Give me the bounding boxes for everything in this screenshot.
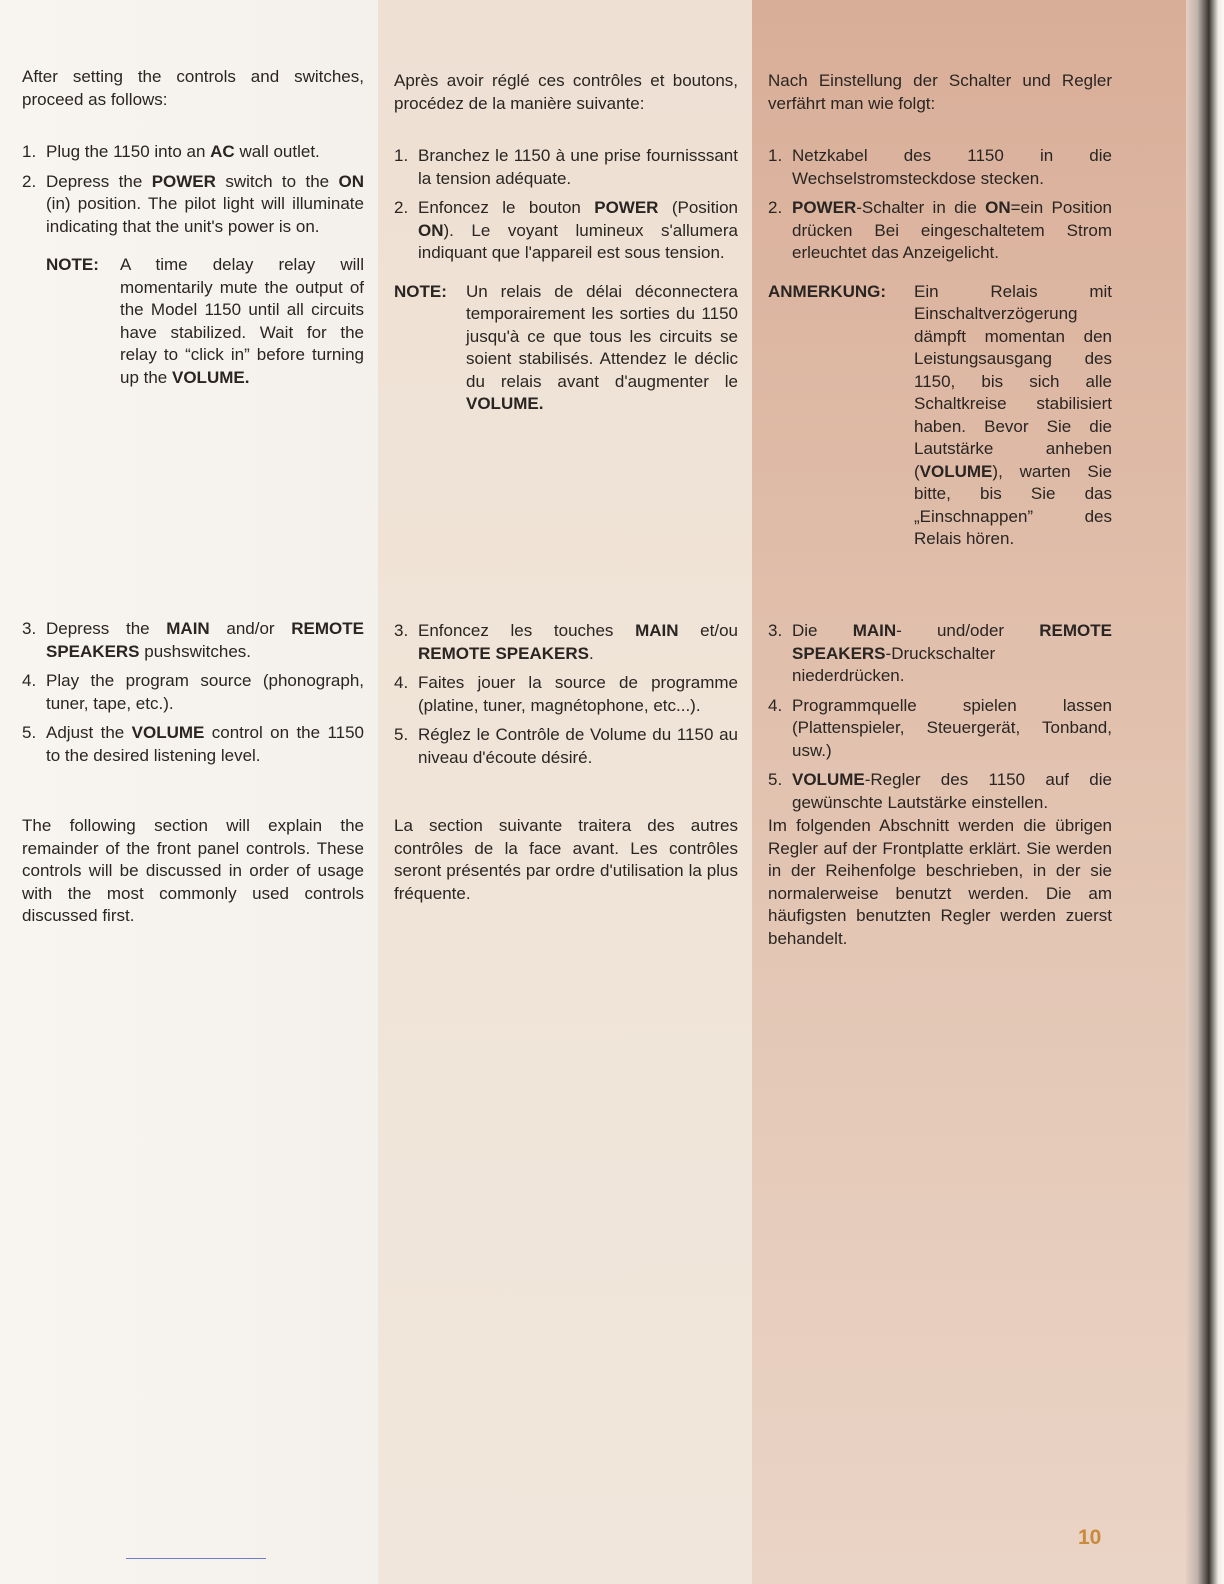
french-column — [378, 0, 752, 1584]
intro-text: After setting the controls and switches, proceed as follows: — [22, 67, 364, 109]
note-label: NOTE: — [46, 255, 99, 274]
steps-block-b — [0, 618, 378, 774]
list-item: 1. Netzkabel des 1150 in die Wechselstromsteckdose stecken. — [768, 146, 1112, 188]
list-item: 5. Adjust the VOLUME control on the 1150 to the desired listening level. — [22, 723, 365, 765]
list-item: 4. Faites jouer la source de programme (platine, tuner, magnétophone, etc...). — [394, 673, 738, 715]
steps-list-a — [22, 141, 364, 238]
list-item: 5. Réglez le Contrôle de Volume du 1150 au niveau d'écoute désiré. — [394, 725, 738, 767]
steps-block-b — [378, 620, 752, 776]
list-item: 2. POWER-Schalter in die ON=ein Position drücken Bei eingeschaltetem Strom erleuchtet das Anzeigelicht. — [768, 198, 1112, 262]
steps-list-b — [394, 620, 738, 769]
list-item: 5. VOLUME-Regler des 1150 auf die gewünschte Lautstärke einstellen. — [768, 770, 1112, 812]
list-item: 2. Depress the POWER switch to the ON (in) position. The pilot light will illuminate indicating that the unit's power is on. — [22, 171, 364, 236]
note-label: ANMERKUNG: — [768, 281, 887, 301]
note-block — [768, 281, 1112, 551]
closing-text: Im folgenden Abschnitt werden die übrigen Regler auf der Frontplatte erklärt. Sie werden in der Reihenfolge beschrieben, in der sie normalerweise benutzt werden. Die am häufigsten benutzten Regler werden zuerst behandelt. — [768, 816, 1112, 948]
list-item: 1. Plug the 1150 into an AC wall outlet. — [22, 142, 320, 161]
list-item: 4. Play the program source (phonograph, tuner, tape, etc.). — [22, 671, 364, 713]
note-label: NOTE: — [394, 281, 447, 301]
closing-text: La section suivante traitera des autres contrôles de la face avant. Les contrôles seront présentés par ordre d'utilisation la plus fréquente. — [394, 816, 738, 903]
steps-list-b — [22, 618, 364, 767]
steps-list-b — [768, 620, 1112, 814]
list-item: 2. Enfoncez le bouton POWER (Position ON). Le voyant lumineux s'allumera indiquant que l'appareil est sous tension. — [394, 198, 738, 262]
page-number: 10 — [1078, 1526, 1102, 1549]
steps-list-a — [768, 145, 1112, 265]
list-item: 3. Die MAIN- und/oder REMOTE SPEAKERS-Druckschalter niederdrücken. — [768, 621, 1112, 685]
list-item: 1. Branchez le 1150 à une prise fournisssant la tension adéquate. — [394, 146, 738, 188]
steps-block-b — [752, 620, 1198, 821]
steps-list-a — [394, 145, 738, 265]
intro-text: Après avoir réglé ces contrôles et boutons, procédez de la manière suivante: — [394, 71, 738, 113]
note-text: Ein Relais mit Einschaltverzögerung dämpft momentan den Leistungsausgang des 1150, bis sich alle Schaltkreise stabilisiert haben. Bevor Sie die Lautstärke anheben (VOLUME), warten Sie bitte, bis Sie das „Einschnappen” des Relais hören. — [914, 281, 1112, 548]
note-text: Un relais de délai déconnectera temporairement les sorties du 1150 jusqu'à ce que tous les circuits se soient stabilisés. Attendez le déclic du relais avant d'augmenter le VOLUME. — [466, 281, 738, 413]
list-item: 3. Enfoncez les touches MAIN et/ou REMOTE SPEAKERS. — [394, 621, 738, 663]
note-block — [394, 281, 738, 416]
note-block — [22, 254, 364, 389]
note-text: A time delay relay will momentarily mute the output of the Model 1150 until all circuits have stabilized. Wait for the relay to “click in” before turning up the VOLUME. — [120, 255, 364, 387]
intro-text: Nach Einstellung der Schalter und Regler verfährt man wie folgt: — [768, 71, 1112, 113]
list-item: 3. Depress the MAIN and/or REMOTE SPEAKERS pushswitches. — [22, 619, 364, 661]
german-column — [752, 0, 1198, 1584]
page-edge — [1186, 0, 1224, 1584]
english-column — [0, 0, 378, 1584]
closing-text: The following section will explain the remainder of the front panel controls. These controls will be discussed in order of usage with the most commonly used controls discussed first. — [22, 816, 364, 925]
footer-rule — [126, 1558, 266, 1559]
list-item: 4. Programmquelle spielen lassen (Plattenspieler, Steuergerät, Tonband, usw.) — [768, 695, 1112, 760]
